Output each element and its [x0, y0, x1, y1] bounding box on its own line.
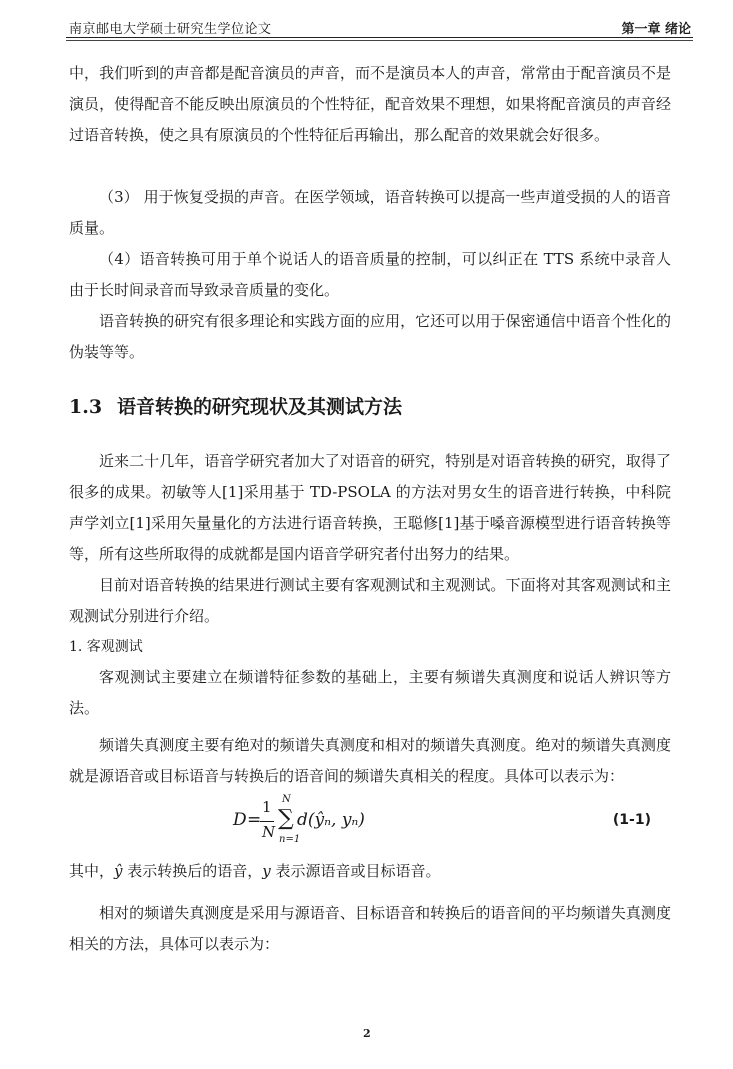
paragraph-research-status: 近来二十几年，语音学研究者加大了对语音的研究，特别是对语音转换的研究，取得了很多的成果。初敏等人[1]采用基于 TD-PSOLA 的方法对男女生的语音进行转换，中科院声学刘立[1]采用矢量量化的方法进行语音转换，王聪修[1]基于嗓音源模型进行语音转换等等，所有这些所取得的成就都是国内语音学研究者付出努力的结果。 — [69, 452, 671, 563]
symbol-y-hat: ŷ — [114, 862, 123, 880]
summation-sign: ∑ — [278, 806, 294, 831]
paragraph-absolute-distortion: 频谱失真测度主要有绝对的频谱失真测度和相对的频谱失真测度。绝对的频谱失真测度就是源语音或目标语音与转换后的语音间的频谱失真相关的程度。具体可以表示为： — [69, 736, 671, 785]
paragraph-item-3: （3） 用于恢复受损的声音。在医学领域，语音转换可以提高一些声道受损的人的语音质量。 — [69, 188, 671, 237]
section-title: 语音转换的研究现状及其测试方法 — [117, 396, 403, 418]
paragraph-item-4: （4）语音转换可用于单个说话人的语音质量的控制，可以纠正在 TTS 系统中录音人由于长时间录音而导致录音质量的变化。 — [69, 250, 671, 299]
sum-lower-limit: n=1 — [279, 834, 301, 845]
formula-lhs: D — [233, 810, 247, 830]
equation-1-1 — [228, 794, 408, 848]
formula-body: d(ŷₙ, yₙ) — [297, 810, 365, 830]
page-number: 2 — [363, 1027, 371, 1040]
sum-upper-limit: N — [282, 794, 291, 805]
formula-numerator: 1 — [262, 798, 272, 816]
paragraph-applications: 语音转换的研究有很多理论和实践方面的应用，它还可以用于保密通信中语音个性化的伪装等等。 — [69, 312, 671, 361]
header-rule-thin — [66, 40, 693, 41]
paragraph-relative-distortion: 相对的频谱失真测度是采用与源语音、目标语音和转换后的语音间的平均频谱失真测度相关的方法，具体可以表示为： — [69, 904, 671, 953]
formula-denominator: N — [262, 823, 276, 841]
explanation-middle: 表示转换后的语音， — [122, 862, 263, 880]
running-header-chapter: 第一章 绪论 — [621, 22, 691, 37]
header-rule — [66, 37, 693, 38]
running-header-title: 南京邮电大学硕士研究生学位论文 — [69, 22, 272, 37]
explanation-prefix: 其中， — [69, 862, 115, 880]
paragraph-objective-test: 客观测试主要建立在频谱特征参数的基础上，主要有频谱失真测度和说话人辨识等方法。 — [69, 668, 671, 717]
paragraph-test-methods: 目前对语音转换的结果进行测试主要有客观测试和主观测试。下面将对其客观测试和主观测试分别进行介绍。 — [69, 576, 671, 625]
equation-label: (1-1) — [612, 812, 651, 828]
symbol-y: y — [262, 862, 271, 880]
formula-equals: = — [247, 810, 262, 830]
subheading-objective-test: 1. 客观测试 — [69, 639, 143, 655]
section-heading — [69, 392, 402, 419]
paragraph-dubbing: 中，我们听到的声音都是配音演员的声音，而不是演员本人的声音，常常由于配音演员不是演员，使得配音不能反映出原演员的个性特征，配音效果不理想，如果将配音演员的声音经过语音转换，使之具有原演员的个性特征后再输出，那么配音的效果就会好很多。 — [69, 64, 671, 144]
section-number: 1.3 — [69, 396, 103, 418]
fraction-bar — [260, 821, 274, 822]
paragraph-symbol-explanation — [69, 856, 671, 887]
explanation-suffix: 表示源语音或目标语音。 — [270, 862, 441, 880]
